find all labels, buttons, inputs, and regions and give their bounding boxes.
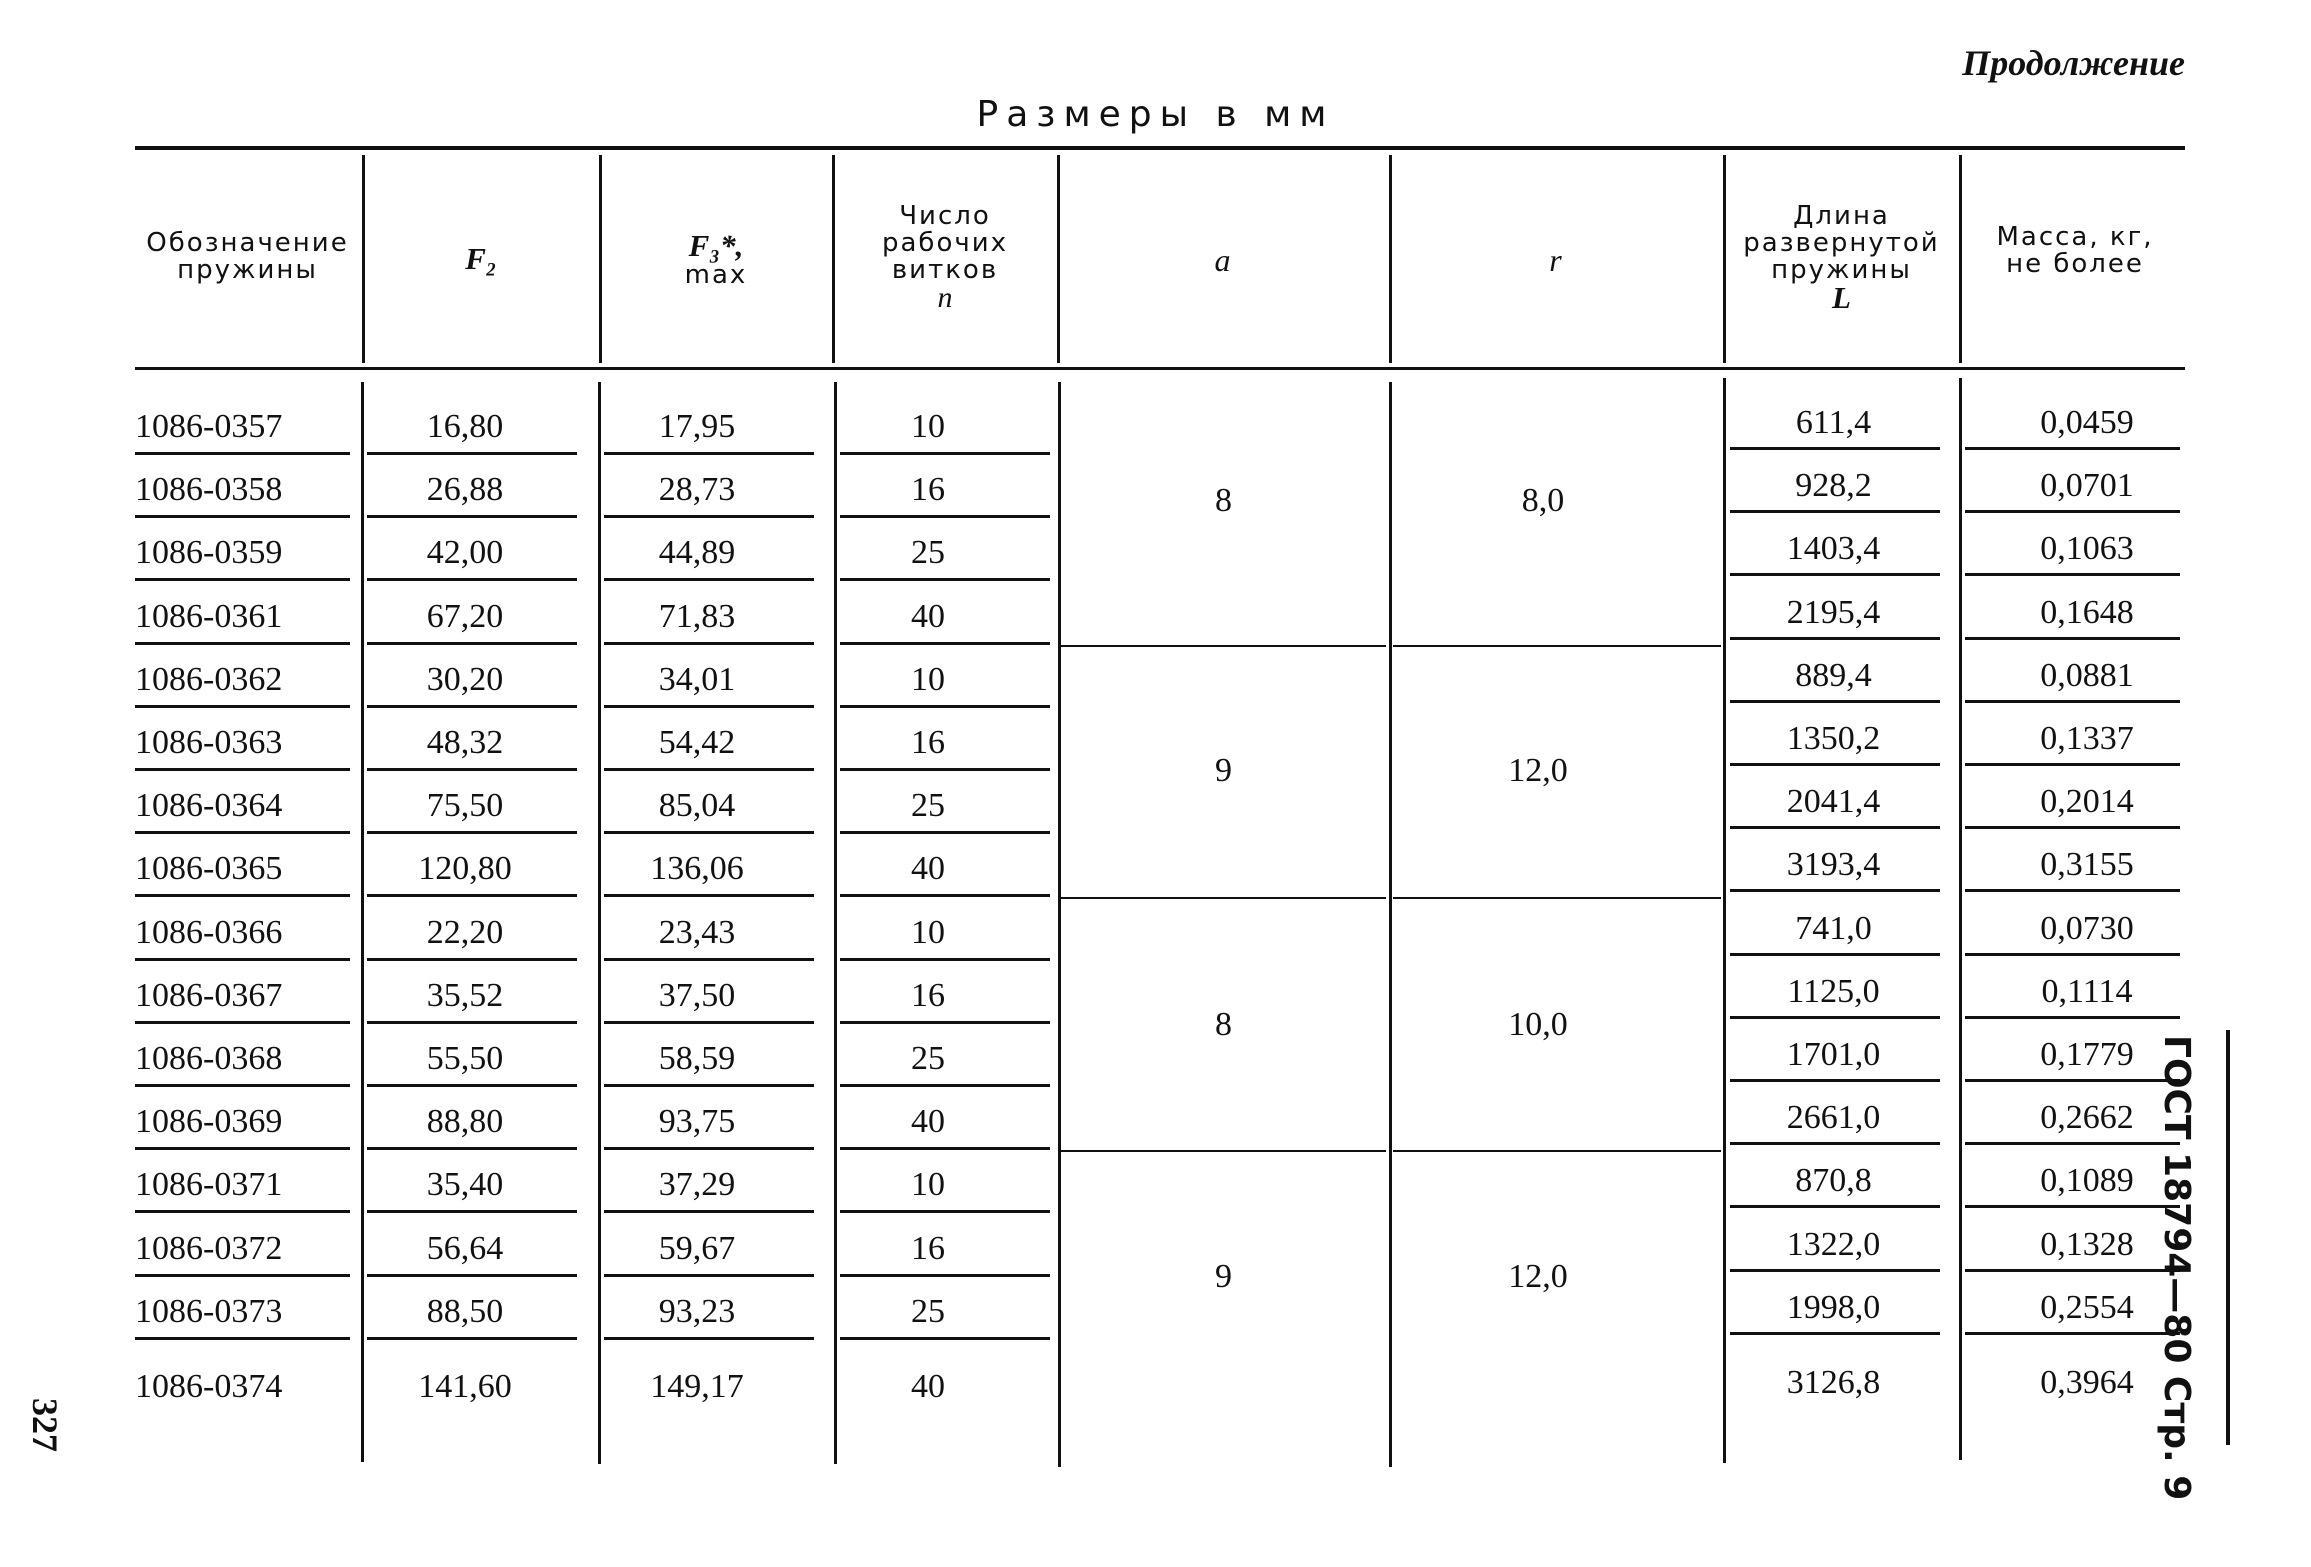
cell-L: 2195,4 bbox=[1786, 594, 1881, 631]
row-rule bbox=[604, 831, 814, 834]
cell-f3: 93,75 bbox=[658, 1103, 736, 1140]
group-a-value: 8 bbox=[1215, 482, 1232, 519]
row-rule bbox=[840, 1084, 1050, 1087]
cell-id: 1086-0371 bbox=[135, 1166, 283, 1203]
row-rule bbox=[1965, 1205, 2180, 1208]
header-turns bbox=[835, 203, 1055, 313]
cell-f3: 44,89 bbox=[658, 534, 736, 571]
cell-f2: 30,20 bbox=[426, 661, 504, 698]
row-rule bbox=[1730, 447, 1940, 450]
row-rule bbox=[604, 578, 814, 581]
body-divider bbox=[834, 382, 837, 1464]
cell-mass: 0,2554 bbox=[2040, 1289, 2134, 1326]
table-top-rule bbox=[135, 146, 2185, 150]
cell-id: 1086-0359 bbox=[135, 534, 283, 571]
row-rule bbox=[135, 705, 350, 708]
header-length-line1: Длина bbox=[1793, 201, 1890, 231]
row-rule bbox=[367, 515, 577, 518]
row-rule bbox=[135, 958, 350, 961]
cell-mass: 0,0730 bbox=[2040, 910, 2134, 947]
row-rule bbox=[367, 642, 577, 645]
header-designation-line1: Обозначение bbox=[146, 228, 349, 258]
cell-f2: 88,50 bbox=[426, 1293, 504, 1330]
row-rule bbox=[604, 1084, 814, 1087]
side-rule bbox=[2226, 1030, 2230, 1445]
cell-id: 1086-0372 bbox=[135, 1230, 283, 1267]
header-f3-max: max bbox=[684, 260, 748, 290]
cell-mass: 0,0881 bbox=[2040, 657, 2134, 694]
row-rule bbox=[1730, 510, 1940, 513]
cell-n: 16 bbox=[911, 471, 945, 508]
cell-mass: 0,2014 bbox=[2040, 783, 2134, 820]
cell-L: 870,8 bbox=[1795, 1162, 1872, 1199]
cell-mass: 0,1337 bbox=[2040, 720, 2134, 757]
row-rule bbox=[1730, 573, 1940, 576]
row-rule bbox=[840, 768, 1050, 771]
row-rule bbox=[1730, 826, 1940, 829]
row-rule bbox=[604, 705, 814, 708]
cell-L: 3193,4 bbox=[1786, 846, 1881, 883]
cell-mass: 0,1328 bbox=[2040, 1226, 2134, 1263]
group-r-value: 8,0 bbox=[1521, 482, 1565, 519]
row-rule bbox=[135, 578, 350, 581]
cell-f3: 85,04 bbox=[658, 787, 736, 824]
header-mass-line1: Масса, кг, bbox=[1996, 222, 2154, 252]
row-rule bbox=[604, 1021, 814, 1024]
cell-mass: 0,1089 bbox=[2040, 1162, 2134, 1199]
cell-f3: 23,43 bbox=[658, 914, 736, 951]
continuation-label: Продолжение bbox=[1962, 43, 2185, 83]
cell-f2: 42,00 bbox=[426, 534, 504, 571]
header-f2 bbox=[365, 241, 597, 276]
cell-f3: 149,17 bbox=[650, 1368, 744, 1405]
row-rule bbox=[135, 1274, 350, 1277]
cell-mass: 0,3155 bbox=[2040, 846, 2134, 883]
row-rule bbox=[604, 452, 814, 455]
row-rule bbox=[1965, 700, 2180, 703]
row-rule bbox=[604, 1210, 814, 1213]
header-f2-symbol: F₂ bbox=[465, 241, 497, 276]
cell-n: 16 bbox=[911, 724, 945, 761]
row-rule bbox=[1965, 1016, 2180, 1019]
header-mass bbox=[1962, 224, 2188, 278]
cell-f2: 88,80 bbox=[426, 1103, 504, 1140]
cell-f2: 56,64 bbox=[426, 1230, 504, 1267]
cell-L: 1403,4 bbox=[1786, 530, 1881, 567]
cell-f3: 17,95 bbox=[658, 408, 736, 445]
row-rule bbox=[135, 1021, 350, 1024]
cell-f2: 141,60 bbox=[418, 1368, 512, 1405]
cell-n: 10 bbox=[911, 661, 945, 698]
header-turns-symbol: n bbox=[937, 281, 953, 314]
cell-f3: 93,23 bbox=[658, 1293, 736, 1330]
row-rule bbox=[604, 958, 814, 961]
group-rule bbox=[1393, 645, 1721, 647]
cell-n: 10 bbox=[911, 1166, 945, 1203]
cell-f2: 48,32 bbox=[426, 724, 504, 761]
units-caption: Размеры в мм bbox=[976, 94, 1335, 135]
cell-id: 1086-0364 bbox=[135, 787, 283, 824]
cell-f3: 34,01 bbox=[658, 661, 736, 698]
row-rule bbox=[1965, 1269, 2180, 1272]
row-rule bbox=[604, 894, 814, 897]
cell-f3: 54,42 bbox=[658, 724, 736, 761]
row-rule bbox=[1965, 447, 2180, 450]
row-rule bbox=[604, 642, 814, 645]
row-rule bbox=[1730, 700, 1940, 703]
body-divider bbox=[598, 382, 601, 1464]
side-document-label: ГОСТ 18794—80 Стр. 9 bbox=[2156, 1035, 2197, 1501]
header-turns-line3: витков bbox=[891, 255, 999, 285]
group-r-value: 12,0 bbox=[1508, 752, 1568, 789]
row-rule bbox=[135, 1084, 350, 1087]
cell-n: 16 bbox=[911, 1230, 945, 1267]
header-length-line3: пружины bbox=[1771, 255, 1912, 285]
row-rule bbox=[367, 958, 577, 961]
row-rule bbox=[1730, 637, 1940, 640]
cell-mass: 0,1779 bbox=[2040, 1036, 2134, 1073]
cell-id: 1086-0361 bbox=[135, 598, 283, 635]
row-rule bbox=[367, 1021, 577, 1024]
cell-mass: 0,1648 bbox=[2040, 594, 2134, 631]
row-rule bbox=[840, 705, 1050, 708]
row-rule bbox=[840, 515, 1050, 518]
cell-f3: 37,50 bbox=[658, 977, 736, 1014]
cell-L: 3126,8 bbox=[1786, 1364, 1881, 1401]
header-a-symbol: a bbox=[1214, 242, 1233, 278]
cell-f3: 37,29 bbox=[658, 1166, 736, 1203]
row-rule bbox=[367, 578, 577, 581]
row-rule bbox=[604, 1147, 814, 1150]
cell-n: 40 bbox=[911, 598, 945, 635]
row-rule bbox=[367, 831, 577, 834]
cell-f2: 35,52 bbox=[426, 977, 504, 1014]
row-rule bbox=[840, 642, 1050, 645]
cell-id: 1086-0363 bbox=[135, 724, 283, 761]
group-rule bbox=[1061, 1150, 1386, 1152]
cell-id: 1086-0368 bbox=[135, 1040, 283, 1077]
cell-id: 1086-0358 bbox=[135, 471, 283, 508]
cell-id: 1086-0357 bbox=[135, 408, 283, 445]
row-rule bbox=[1965, 1079, 2180, 1082]
header-a bbox=[1060, 242, 1387, 278]
cell-n: 25 bbox=[911, 534, 945, 571]
row-rule bbox=[367, 894, 577, 897]
group-rule bbox=[1393, 897, 1721, 899]
page-number: 327 bbox=[25, 1398, 65, 1452]
cell-f3: 71,83 bbox=[658, 598, 736, 635]
row-rule bbox=[1730, 763, 1940, 766]
cell-L: 1350,2 bbox=[1786, 720, 1881, 757]
cell-id: 1086-0366 bbox=[135, 914, 283, 951]
row-rule bbox=[367, 452, 577, 455]
cell-f2: 120,80 bbox=[418, 850, 512, 887]
row-rule bbox=[367, 1337, 577, 1340]
cell-n: 16 bbox=[911, 977, 945, 1014]
cell-L: 889,4 bbox=[1795, 657, 1872, 694]
row-rule bbox=[1730, 953, 1940, 956]
row-rule bbox=[135, 1147, 350, 1150]
cell-mass: 0,1063 bbox=[2040, 530, 2134, 567]
group-rule bbox=[1061, 897, 1386, 899]
cell-f2: 26,88 bbox=[426, 471, 504, 508]
row-rule bbox=[1730, 889, 1940, 892]
row-rule bbox=[1965, 510, 2180, 513]
cell-f2: 67,20 bbox=[426, 598, 504, 635]
header-designation-line2: пружины bbox=[177, 255, 318, 285]
header-turns-line2: рабочих bbox=[881, 228, 1009, 258]
cell-n: 25 bbox=[911, 1293, 945, 1330]
row-rule bbox=[1730, 1079, 1940, 1082]
cell-id: 1086-0362 bbox=[135, 661, 283, 698]
header-mass-line2: не более bbox=[2006, 249, 2144, 279]
cell-f2: 75,50 bbox=[426, 787, 504, 824]
cell-f3: 28,73 bbox=[658, 471, 736, 508]
cell-n: 10 bbox=[911, 408, 945, 445]
row-rule bbox=[135, 1337, 350, 1340]
row-rule bbox=[840, 1337, 1050, 1340]
cell-n: 25 bbox=[911, 787, 945, 824]
row-rule bbox=[1965, 573, 2180, 576]
cell-id: 1086-0374 bbox=[135, 1368, 283, 1405]
cell-mass: 0,1114 bbox=[2041, 973, 2133, 1010]
row-rule bbox=[135, 894, 350, 897]
cell-mass: 0,0459 bbox=[2040, 404, 2134, 441]
row-rule bbox=[135, 1210, 350, 1213]
row-rule bbox=[135, 642, 350, 645]
body-divider bbox=[1058, 382, 1061, 1467]
group-rule bbox=[1061, 645, 1386, 647]
row-rule bbox=[1730, 1332, 1940, 1335]
row-rule bbox=[367, 705, 577, 708]
row-rule bbox=[1965, 826, 2180, 829]
row-rule bbox=[367, 1084, 577, 1087]
cell-f3: 59,67 bbox=[658, 1230, 736, 1267]
row-rule bbox=[840, 1210, 1050, 1213]
row-rule bbox=[604, 1337, 814, 1340]
row-rule bbox=[840, 1021, 1050, 1024]
header-bottom-rule bbox=[135, 367, 2185, 370]
header-length-symbol: L bbox=[1832, 280, 1851, 315]
cell-mass: 0,3964 bbox=[2040, 1364, 2134, 1401]
header-r-symbol: r bbox=[1549, 242, 1564, 278]
row-rule bbox=[1730, 1269, 1940, 1272]
row-rule bbox=[840, 578, 1050, 581]
row-rule bbox=[1730, 1142, 1940, 1145]
header-r bbox=[1392, 242, 1721, 278]
row-rule bbox=[840, 452, 1050, 455]
cell-f3: 58,59 bbox=[658, 1040, 736, 1077]
cell-f2: 16,80 bbox=[426, 408, 504, 445]
group-r-value: 12,0 bbox=[1508, 1258, 1568, 1295]
cell-f2: 22,20 bbox=[426, 914, 504, 951]
cell-L: 2041,4 bbox=[1786, 783, 1881, 820]
cell-f2: 35,40 bbox=[426, 1166, 504, 1203]
cell-mass: 0,2662 bbox=[2040, 1099, 2134, 1136]
cell-L: 1322,0 bbox=[1786, 1226, 1881, 1263]
cell-f3: 136,06 bbox=[650, 850, 744, 887]
row-rule bbox=[604, 1274, 814, 1277]
row-rule bbox=[135, 452, 350, 455]
cell-L: 2661,0 bbox=[1786, 1099, 1881, 1136]
header-length-line2: развернутой bbox=[1743, 228, 1940, 258]
header-length bbox=[1726, 203, 1957, 314]
cell-id: 1086-0369 bbox=[135, 1103, 283, 1140]
cell-L: 611,4 bbox=[1795, 404, 1872, 441]
row-rule bbox=[1965, 763, 2180, 766]
row-rule bbox=[367, 1274, 577, 1277]
cell-id: 1086-0365 bbox=[135, 850, 283, 887]
group-r-value: 10,0 bbox=[1508, 1006, 1568, 1043]
row-rule bbox=[840, 831, 1050, 834]
body-divider bbox=[1389, 382, 1392, 1467]
row-rule bbox=[367, 768, 577, 771]
group-rule bbox=[1393, 1150, 1721, 1152]
cell-n: 10 bbox=[911, 914, 945, 951]
cell-id: 1086-0373 bbox=[135, 1293, 283, 1330]
row-rule bbox=[1965, 637, 2180, 640]
row-rule bbox=[840, 1274, 1050, 1277]
cell-f2: 55,50 bbox=[426, 1040, 504, 1077]
cell-n: 40 bbox=[911, 1368, 945, 1405]
group-a-value: 9 bbox=[1215, 752, 1232, 789]
cell-L: 1998,0 bbox=[1786, 1289, 1881, 1326]
header-designation bbox=[135, 230, 360, 284]
row-rule bbox=[1965, 1142, 2180, 1145]
group-a-value: 9 bbox=[1215, 1258, 1232, 1295]
cell-mass: 0,0701 bbox=[2040, 467, 2134, 504]
cell-L: 1701,0 bbox=[1786, 1036, 1881, 1073]
row-rule bbox=[840, 894, 1050, 897]
row-rule bbox=[604, 768, 814, 771]
row-rule bbox=[1730, 1016, 1940, 1019]
body-divider bbox=[361, 382, 364, 1462]
row-rule bbox=[367, 1147, 577, 1150]
header-f3 bbox=[602, 228, 830, 290]
header-turns-line1: Число bbox=[899, 201, 991, 231]
row-rule bbox=[1730, 1205, 1940, 1208]
cell-L: 741,0 bbox=[1795, 910, 1872, 947]
cell-n: 40 bbox=[911, 1103, 945, 1140]
row-rule bbox=[840, 1147, 1050, 1150]
row-rule bbox=[367, 1210, 577, 1213]
row-rule bbox=[1965, 889, 2180, 892]
cell-L: 928,2 bbox=[1795, 467, 1872, 504]
cell-L: 1125,0 bbox=[1787, 973, 1880, 1010]
row-rule bbox=[135, 768, 350, 771]
row-rule bbox=[1965, 1332, 2180, 1335]
row-rule bbox=[840, 958, 1050, 961]
header-f3-symbol: F₃*, bbox=[688, 228, 744, 263]
group-a-value: 8 bbox=[1215, 1006, 1232, 1043]
cell-n: 25 bbox=[911, 1040, 945, 1077]
row-rule bbox=[135, 831, 350, 834]
row-rule bbox=[135, 515, 350, 518]
row-rule bbox=[604, 515, 814, 518]
cell-n: 40 bbox=[911, 850, 945, 887]
row-rule bbox=[1965, 953, 2180, 956]
cell-id: 1086-0367 bbox=[135, 977, 283, 1014]
